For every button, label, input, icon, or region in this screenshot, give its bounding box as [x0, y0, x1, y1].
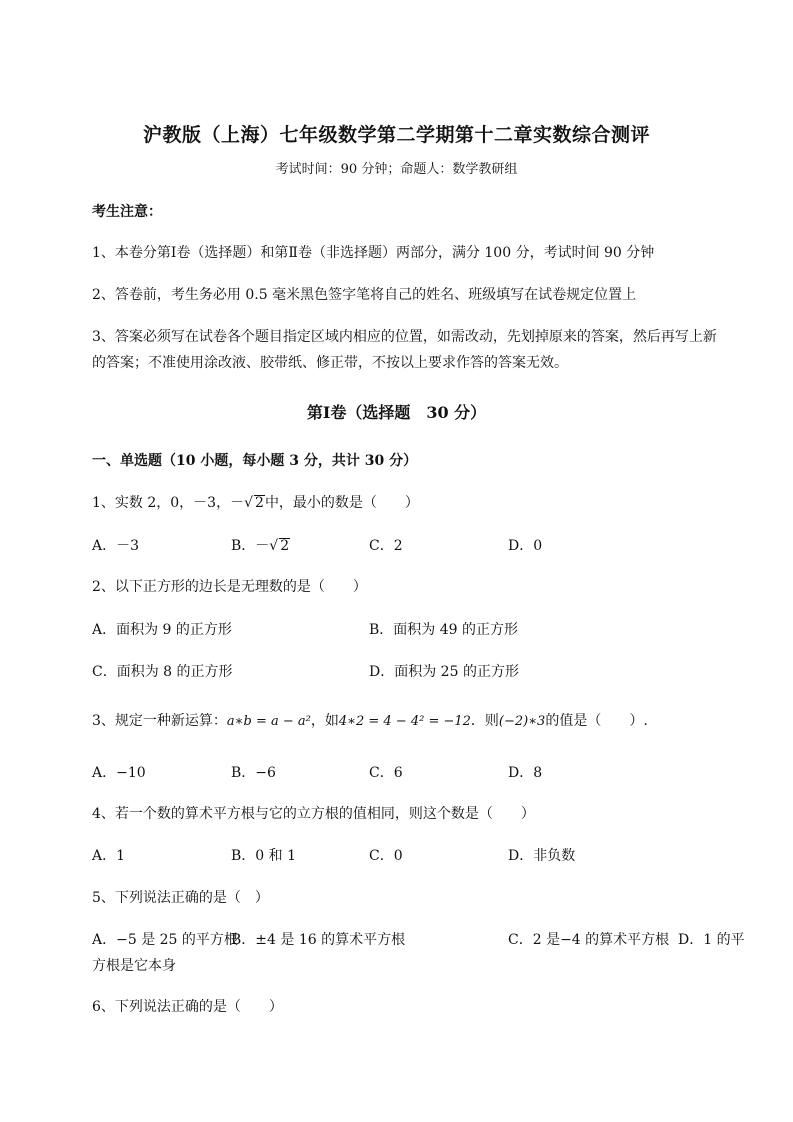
question-2-stem: 2、以下正方形的边长是无理数的是（ ） — [92, 579, 367, 595]
option-a: A．－3 — [92, 538, 140, 554]
sqrt-value: 2 — [280, 538, 290, 554]
question-4-stem: 4、若一个数的算术平方根与它的立方根的值相同，则这个数是（ ） — [92, 806, 535, 822]
option-c: C．0 — [369, 848, 403, 864]
notice-item: 3、答案必须写在试卷各个题目指定区域内相应的位置，如需改动，先划掉原来的答案，然后再写上新 — [92, 329, 717, 345]
stem-text: 中，最小的数是（ ） — [264, 495, 419, 511]
option-b — [231, 535, 290, 555]
option-text: B．－ — [231, 538, 270, 554]
stem-text: 的值是（ ）. — [545, 713, 648, 729]
sqrt-icon: √ — [244, 495, 254, 511]
option-c: C．面积为 8 的正方形 — [92, 664, 233, 680]
option-d: D．非负数 — [508, 848, 576, 864]
page-subtitle: 考试时间：90 分钟；命题人：数学教研组 — [275, 162, 518, 177]
formula: 4∗2 = 4 − 4² = −12 — [338, 714, 471, 729]
question-5-stem: 5、下列说法正确的是（ ） — [92, 890, 269, 906]
option-a: A．面积为 9 的正方形 — [92, 622, 232, 638]
option-b: B．0 和 1 — [231, 848, 297, 864]
sqrt-icon: √ — [269, 538, 279, 554]
option-c: C．2 — [369, 538, 403, 554]
question-1-stem — [92, 492, 419, 512]
part-heading: 一、单选题（10 小题，每小题 3 分，共计 30 分） — [92, 453, 418, 469]
option-d: D．1 的平 — [678, 932, 745, 948]
option-d-continued: 方根是它本身 — [92, 958, 176, 974]
notice-heading: 考生注意： — [92, 204, 162, 220]
page-title: 沪教版（上海）七年级数学第二学期第十二章实数综合测评 — [142, 124, 650, 146]
option-d: D．0 — [508, 538, 543, 554]
option-b: B．面积为 49 的正方形 — [369, 622, 519, 638]
option-b: B．−6 — [231, 765, 276, 781]
stem-text: 3、规定一种新运算： — [92, 713, 227, 729]
option-c: C．6 — [369, 765, 403, 781]
notice-item: 2、答卷前，考生务必用 0.5 毫米黑色签字笔将自己的姓名、班级填写在试卷规定位置上 — [92, 287, 637, 303]
stem-text: ，如 — [310, 713, 339, 729]
notice-item: 1、本卷分第Ⅰ卷（选择题）和第Ⅱ卷（非选择题）两部分，满分 100 分，考试时间 90 分钟 — [92, 245, 655, 261]
section-title: 第Ⅰ卷（选择题 30 分） — [306, 403, 487, 422]
question-6-stem: 6、下列说法正确的是（ ） — [92, 999, 283, 1015]
option-d: D．8 — [508, 765, 543, 781]
option-a: A．−5 是 25 的平方根 — [92, 932, 238, 948]
stem-text: ．则 — [470, 713, 499, 729]
question-3-stem — [92, 710, 648, 730]
formula: a∗b = a − a² — [226, 714, 311, 729]
option-a: A．1 — [92, 848, 126, 864]
sqrt-value: 2 — [255, 495, 264, 511]
option-d: D．面积为 25 的正方形 — [369, 664, 519, 680]
option-a: A．−10 — [92, 765, 146, 781]
formula: (−2)∗3 — [498, 714, 546, 729]
option-b: B．±4 是 16 的算术平方根 — [231, 932, 406, 948]
notice-item: 的答案；不准使用涂改液、胶带纸、修正带，不按以上要求作答的答案无效。 — [92, 355, 568, 371]
stem-text: 1、实数 2，0，－3，－ — [92, 495, 245, 511]
option-c: C．2 是−4 的算术平方根 — [508, 932, 670, 948]
